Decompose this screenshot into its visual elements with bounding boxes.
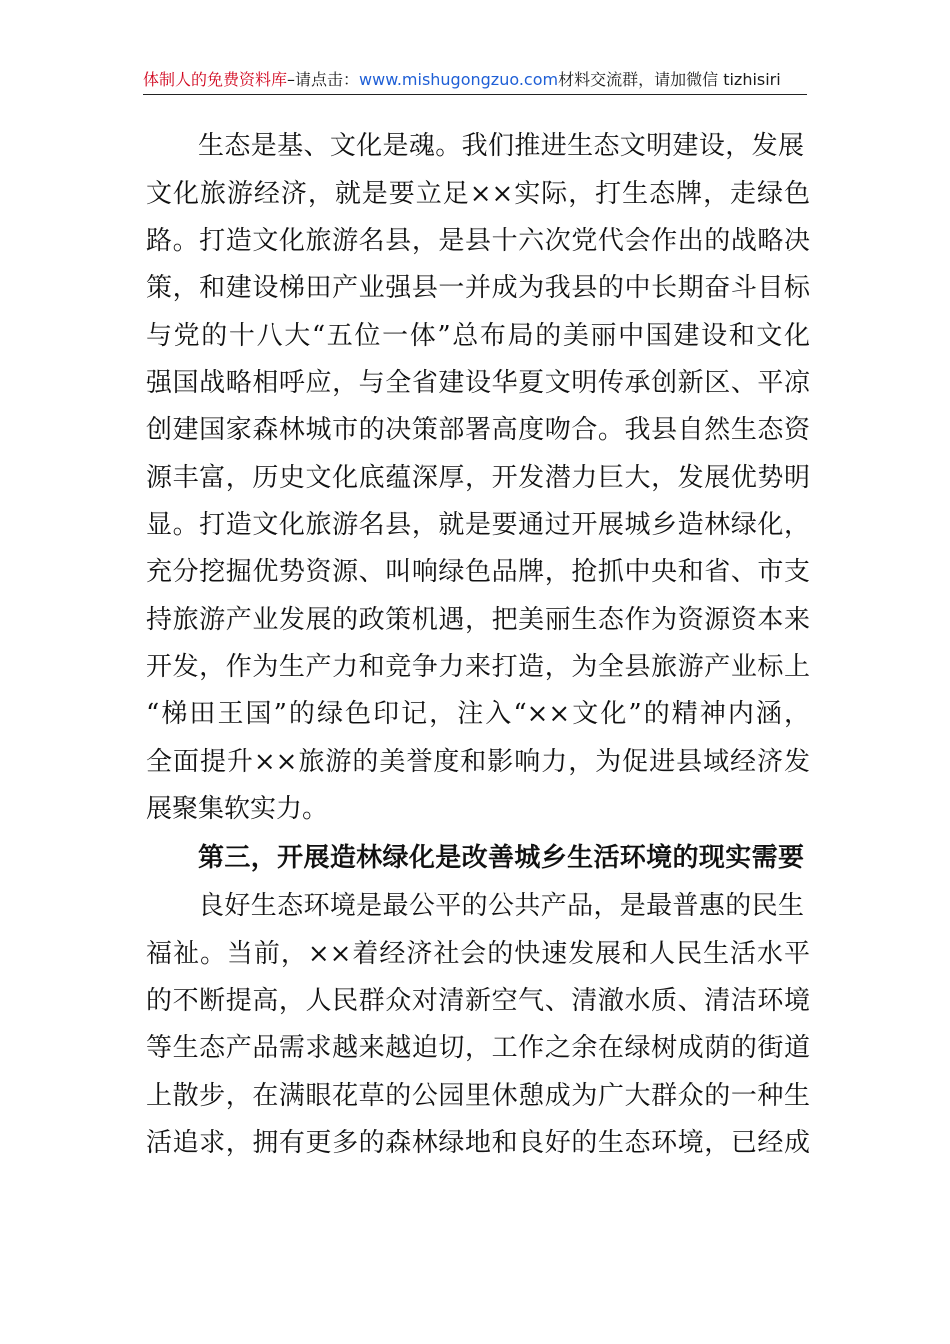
paragraph-line: 显。打造文化旅游名县，就是要通过开展城乡造林绿化， bbox=[146, 510, 810, 540]
paragraph-line: 福祉。当前，××着经济社会的快速发展和人民生活水平 bbox=[146, 939, 810, 969]
paragraph-line: 上散步，在满眼花草的公园里休憩成为广大群众的一种生 bbox=[146, 1081, 810, 1111]
paragraph-line: 与党的十八大“五位一体”总布局的美丽中国建设和文化 bbox=[146, 321, 810, 351]
section-heading: 第三，开展造林绿化是改善城乡生活环境的现实需要 bbox=[198, 843, 804, 873]
paragraph-line: 的不断提高，人民群众对清新空气、清澈水质、清洁环境 bbox=[146, 986, 810, 1016]
paragraph-line: 良好生态环境是最公平的公共产品，是最普惠的民生 bbox=[198, 891, 804, 921]
paragraph-line: 充分挖掘优势资源、叫响绿色品牌，抢抓中央和省、市支 bbox=[146, 557, 810, 587]
paragraph-line: 展聚集软实力。 bbox=[146, 794, 329, 824]
paragraph-line: 路。打造文化旅游名县，是县十六次党代会作出的战略决 bbox=[146, 226, 810, 256]
paragraph-line: 文化旅游经济，就是要立足××实际，打生态牌，走绿色 bbox=[146, 179, 810, 209]
paragraph-line: 源丰富，历史文化底蕴深厚，开发潜力巨大，发展优势明 bbox=[146, 463, 810, 493]
header-brand: 体制人的免费资料库 bbox=[143, 70, 288, 89]
header-prompt: –请点击： bbox=[287, 70, 360, 89]
paragraph-line: 活追求，拥有更多的森林绿地和良好的生态环境，已经成 bbox=[146, 1128, 810, 1158]
paragraph-line: 创建国家森林城市的决策部署高度吻合。我县自然生态资 bbox=[146, 415, 810, 445]
paragraph-line: 策，和建设梯田产业强县一并成为我县的中长期奋斗目标 bbox=[146, 273, 810, 303]
paragraph-line: 开发，作为生产力和竞争力来打造，为全县旅游产业标上 bbox=[146, 652, 810, 682]
header-site-link[interactable]: www.mishugongzuo.com bbox=[359, 70, 559, 89]
paragraph-line: 生态是基、文化是魂。我们推进生态文明建设，发展 bbox=[198, 131, 804, 161]
paragraph-line: 强国战略相呼应，与全省建设华夏文明传承创新区、平凉 bbox=[146, 368, 810, 398]
paragraph-line: “梯田王国”的绿色印记，注入“××文化”的精神内涵， bbox=[146, 699, 810, 729]
paragraph-line: 全面提升××旅游的美誉度和影响力，为促进县域经济发 bbox=[146, 747, 810, 777]
paragraph-line: 持旅游产业发展的政策机遇，把美丽生态作为资源资本来 bbox=[146, 605, 810, 635]
paragraph-line: 等生态产品需求越来越迫切，工作之余在绿树成荫的街道 bbox=[146, 1033, 810, 1063]
header-wechat-note: 材料交流群，请加微信 tizhisiri bbox=[558, 70, 781, 89]
page-header bbox=[143, 68, 807, 95]
